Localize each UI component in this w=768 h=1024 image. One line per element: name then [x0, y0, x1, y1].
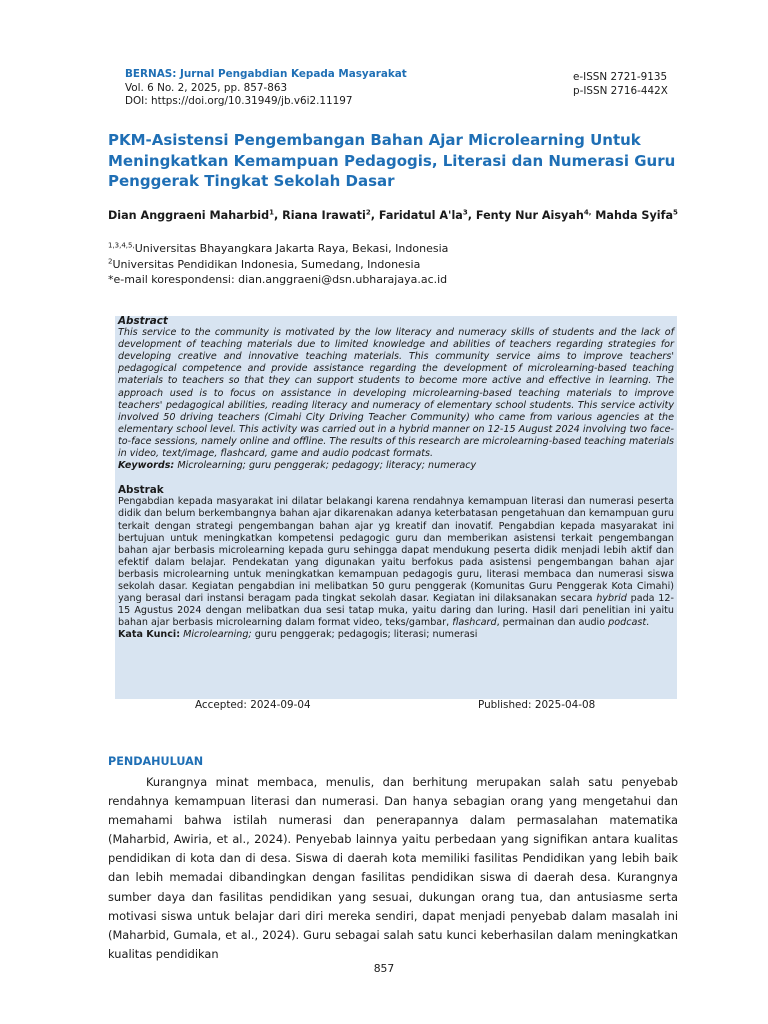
abstrak-indonesian: [118, 484, 674, 641]
affiliation-text: Universitas Pendidikan Indonesia, Sumedang, Indonesia: [112, 257, 421, 271]
pissn: p-ISSN 2716-442X: [573, 84, 668, 97]
author-name: Dian Anggraeni Maharbid: [108, 209, 270, 222]
abstrak-italic-podcast: podcast: [608, 617, 647, 629]
abstrak-text: .: [646, 617, 650, 629]
author-sup: 5: [673, 208, 678, 217]
author-name: Mahda Syifa: [595, 209, 673, 222]
affiliation-2: [108, 257, 448, 273]
issn-block: [573, 71, 668, 98]
affiliation-sup: 2: [108, 256, 113, 265]
volume-info: Vol. 6 No. 2, 2025, pp. 857-863: [125, 81, 288, 94]
accepted-date: Accepted: 2024-09-04: [195, 699, 311, 711]
affiliation-text: Universitas Bhayangkara Jakarta Raya, Bekasi, Indonesia: [134, 242, 449, 255]
paper-title: PKM-Asistensi Pengembangan Bahan Ajar Microlearning Untuk Meningkatkan Kemampuan Pedagogis, Literasi dan Numerasi Guru Penggerak Tingkat Sekolah Dasar: [108, 131, 676, 190]
abstrak-text: , permainan dan audio: [496, 617, 609, 629]
eissn: e-ISSN 2721-9135: [573, 71, 668, 83]
page-number: 857: [373, 962, 395, 975]
author-sup: 4,: [583, 208, 592, 217]
keywords-label: Keywords:: [118, 460, 175, 472]
affiliation-sup: 1,3,4,5,: [108, 241, 135, 250]
author-sup: 1: [269, 208, 274, 217]
journal-header: [125, 68, 407, 109]
author-sup: 3: [462, 208, 468, 217]
published-date: Published: 2025-04-08: [478, 699, 596, 711]
kata-kunci-text: guru penggerak; pedagogis; literasi; numerasi: [251, 629, 478, 641]
keywords-text: Microlearning; guru penggerak; pedagogy; literacy; numeracy: [174, 460, 477, 472]
doi-link[interactable]: DOI: https://doi.org/10.31949/jb.v6i2.11197: [125, 95, 353, 108]
abstract-heading: Abstract: [118, 315, 168, 327]
abstrak-italic-flashcard: flashcard: [452, 617, 497, 629]
corresponding-email: *e-mail korespondensi: dian.anggraeni@dsn.ubharajaya.ac.id: [108, 273, 448, 286]
author-sup: 2: [365, 208, 371, 217]
kata-kunci-label: Kata Kunci:: [118, 629, 181, 641]
author-name: Riana Irawati: [282, 209, 366, 222]
abstrak-text: Pengabdian kepada masyarakat ini dilatar belakangi karena rendahnya kemampuan literasi dan numerasi peserta didik dan belum berkembangnya bahan ajar dikarenakan adanya keterbatasan pengetahuan dan kemampuan guru terkait dengan strategi pengembangan bahan ajar yg kreatif dan inovatif. Pengabdian kepada masyarakat ini bertujuan untuk meningkatkan kompetensi pedagogic guru dan memberikan asistensi terkait pengembangan bahan ajar berbasis microlearning kepada guru sehingga dapat mendukung peserta didik menjadi lebih aktif dan efektif dalam belajar. Pendekatan yang digunakan yaitu berfokus pada asistensi pengembangan bahan ajar berbasis microlearning untuk meningkatkan kemampuan pedagogis guru, literasi membaca dan numerasi siswa sekolah dasar. Kegiatan pengabdian ini melibatkan 50 guru penggerak (Komunitas Guru Penggerak Kota Cimahi) yang berasal dari instansi beragam pada tingkat sekolah dasar. Kegiatan ini dilaksanakan secara: [118, 496, 674, 605]
author-list: Dian Anggraeni Maharbid$^1$, Riana Irawati$^2$, Faridatul $A'la^3$, Fenty Nur Aisyah$^{4,}$ Mahda Syifa$^5$: [108, 208, 678, 222]
section-heading: PENDAHULUAN: [108, 755, 204, 768]
abstrak-italic-hybrid: hybrid: [596, 593, 627, 605]
affiliations: [108, 241, 448, 288]
author-name: Fenty Nur Aisyah: [475, 209, 584, 222]
affiliation-1: [108, 241, 448, 257]
abstrak-text: pada 12-15 Agustus 2024 dengan melibatkan dua sesi tatap muka, yaitu daring dan luring. Hasil dari penelitian ini yaitu bahan ajar berbasis microlearning dalam format video, teks/gambar,: [118, 593, 674, 629]
author-name: Faridatul A'la: [378, 209, 463, 222]
journal-name: BERNAS: Jurnal Pengabdian Kepada Masyarakat: [125, 68, 407, 80]
abstract-text: This service to the community is motivated by the low literacy and numeracy skills of students and the lack of development of teaching materials due to limited knowledge and abilities of teachers regarding strategies for developing creative and innovative teaching materials. This community service aims to improve teachers' pedagogical competence and provide assistance regarding the development of microlearning-based teaching materials to teachers so that they can support students to become more active and effective in learning. The approach used is to focus on assistance in developing microlearning-based teaching materials to improve teachers' pedagogical abilities, reading literacy and numeracy of elementary school students. This service activity involved 50 driving teachers (Cimahi City Driving Teacher Community) who came from various agencies at the elementary school level. This activity was carried out in a hybrid manner on 12-15 August 2024 involving two face-to-face sessions, namely online and offline. The results of this research are microlearning-based teaching materials in video, text/image, flashcard, game and audio podcast formats.: [118, 327, 675, 460]
abstract-box: [115, 316, 677, 699]
kata-kunci-italic: Microlearning;: [180, 629, 252, 641]
abstract-english: [118, 315, 674, 472]
abstrak-heading: Abstrak: [118, 484, 164, 497]
body-paragraph: Kurangnya minat membaca, menulis, dan berhitung merupakan salah satu penyebab rendahnya kemampuan literasi dan numerasi. Dan hanya sebagian orang yang mengetahui dan memahami bahwa istilah numerasi dan penerapannya dalam permasalahan matematika (Maharbid, Awiria, et al., 2024). Penyebab lainnya yaitu perbedaan yang signifikan antara kualitas pendidikan di kota dan di desa. Siswa di daerah kota memiliki fasilitas Pendidikan yang lebih baik dan lebih memadai dibandingkan dengan fasilitas pendidikan siswa di daerah desa. Kurangnya sumber daya dan fasilitas pendidikan yang sesuai, dukungan orang tua, dan antusiasme serta motivasi siswa untuk belajar dari diri mereka sendiri, dapat menjadi penyebab dalam masalah ini (Maharbid, Gumala, et al., 2024). Guru sebagai salah satu kunci keberhasilan dalam meningkatkan kualitas pendidikan: [108, 775, 678, 961]
